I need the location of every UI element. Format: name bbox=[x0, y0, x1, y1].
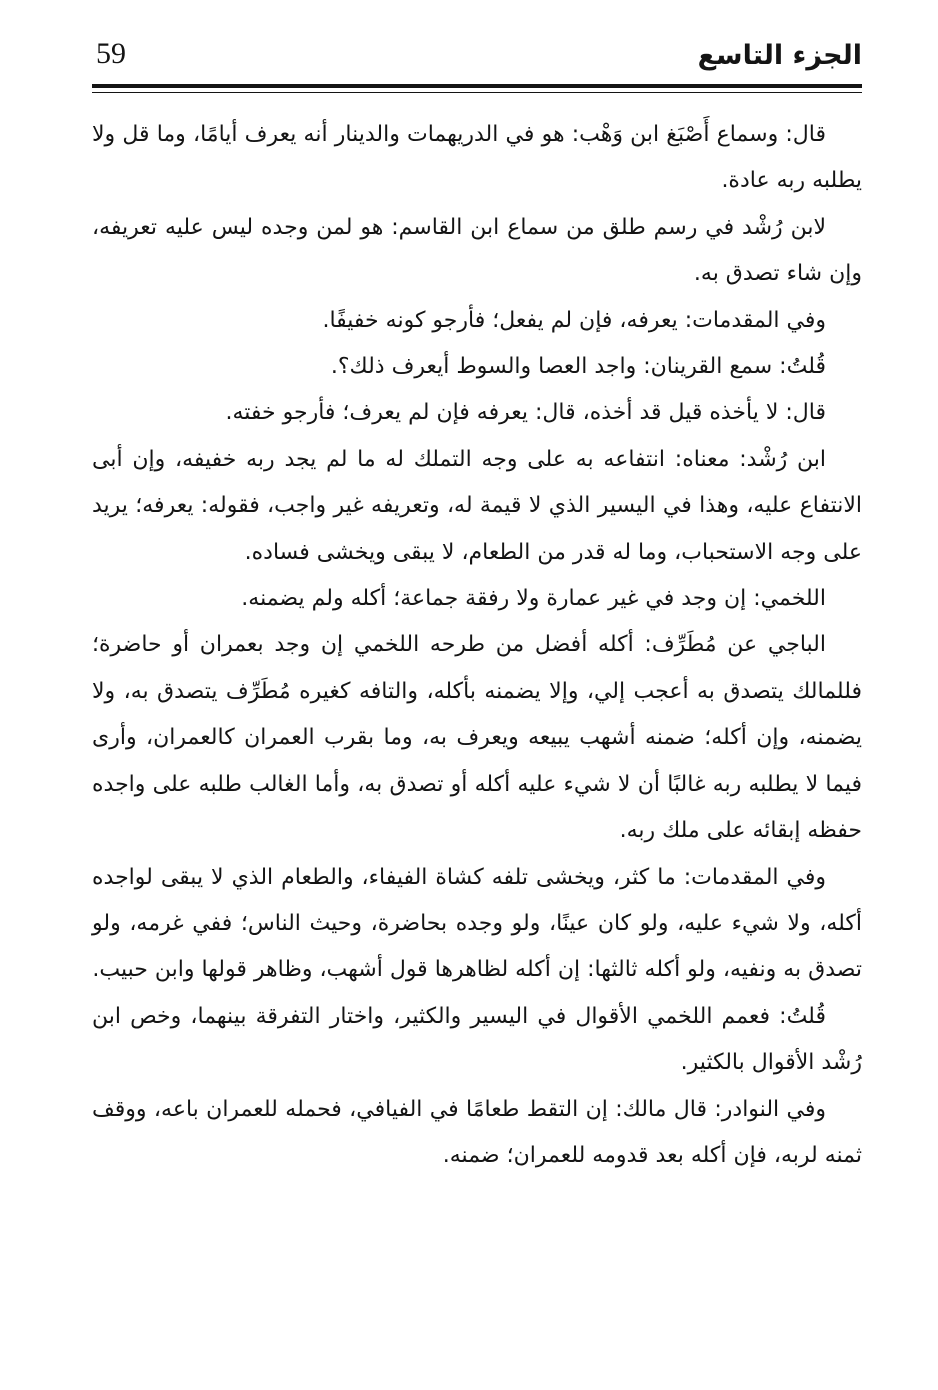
paragraph: وفي المقدمات: يعرفه، فإن لم يفعل؛ فأرجو كونه خفيفًا. bbox=[322, 307, 826, 333]
text-body bbox=[92, 112, 862, 1179]
running-title: الجزء التاسع bbox=[697, 40, 862, 71]
paragraph: قُلتُ: سمع القرينان: واجد العصا والسوط أيعرف ذلك؟. bbox=[330, 354, 826, 380]
paragraph: قال: لا يأخذه قيل قد أخذه، قال: يعرفه فإن لم يعرف؛ فأرجو خفته. bbox=[225, 400, 826, 426]
paragraph: وفي النوادر: قال مالك: إن التقط طعامًا في الفيافي، فحمله للعمران باعه، ووقف ثمنه لربه، فإن أكله بعد قدومه للعمران؛ ضمنه. bbox=[92, 1096, 862, 1168]
paragraph: الباجي عن مُطَرِّف: أكله أفضل من طرحه اللخمي إن وجد بعمران أو حاضرة؛ فللمالك يتصدق به أعجب إلي، وإلا يضمنه بأكله، والتافه كغيره مُطَرِّف يتصدق به، ولا يضمنه، وإن أكله؛ ضمنه أشهب يبيعه ويعرف به، وما بقرب العمران كالعمران، وأرى فيما لا يطلبه ربه غالبًا أن لا شيء عليه أكله أو تصدق به، وأما الغالب طلبه على واجده حفظه إبقائه على ملك ربه. bbox=[92, 632, 862, 844]
paragraph: قُلتُ: فعمم اللخمي الأقوال في اليسير والكثير، واختار التفرقة بينهما، وخص ابن رُشْد الأقوال بالكثير. bbox=[92, 1003, 862, 1076]
header-rule-thin bbox=[92, 92, 862, 93]
header-rule-thick bbox=[92, 84, 862, 88]
paragraph: قال: وسماع أَصْبَغ ابن وَهْب: هو في الدريهمات والدينار أنه يعرف أيامًا، وما قل ولا يطلبه ربه عادة. bbox=[92, 122, 862, 194]
paragraph: اللخمي: إن وجد في غير عمارة ولا رفقة جماعة؛ أكله ولم يضمنه. bbox=[241, 586, 826, 612]
page-number: 59 bbox=[96, 37, 126, 70]
paragraph: لابن رُشْد في رسم طلق من سماع ابن القاسم: هو لمن وجده ليس عليه تعريفه، وإن شاء تصدق به. bbox=[92, 214, 862, 287]
paragraph: ابن رُشْد: معناه: انتفاعه به على وجه التملك له ما لم يجد ربه خفيفه، وإن أبى الانتفاع عليه، وهذا في اليسير الذي لا قيمة له، وتعريفه غير واجب، فقوله: يعرفه؛ يريد على وجه الاستحباب، وما له قدر من الطعام، لا يبقى ويخشى فساده. bbox=[92, 446, 862, 565]
paragraph: وفي المقدمات: ما كثر، ويخشى تلفه كشاة الفيفاء، والطعام الذي لا يبقى لواجده أكله، ولا شيء عليه، ولو كان عينًا، ولو وجده بحاضرة، وحيث الناس؛ ففي غرمه، ولو تصدق به ونفيه، ولو أكله ثالثها: إن أكله لظاهرها قول أشهب، وظاهر قولها وابن حبيب. bbox=[92, 864, 862, 983]
page-header bbox=[92, 28, 862, 84]
